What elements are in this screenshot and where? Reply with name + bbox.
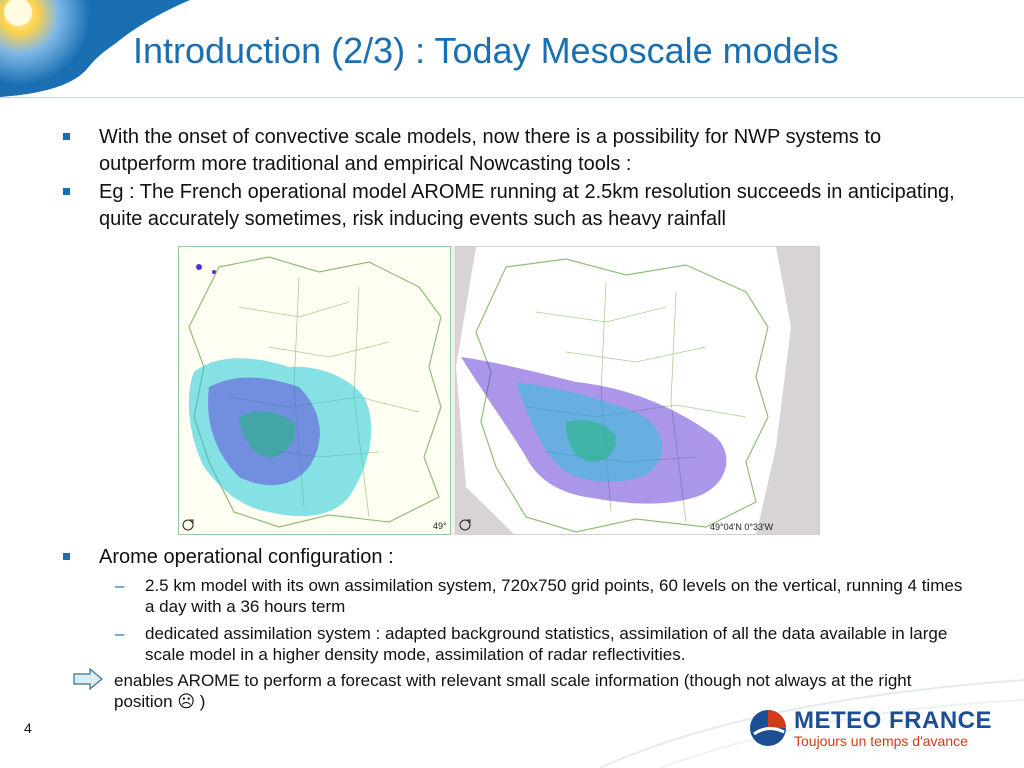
map-observation-panel [455, 246, 820, 535]
rotate-icon[interactable] [458, 518, 472, 532]
sub-bullet-text: dedicated assimilation system : adapted background statistics, assimilation of all the data available in large scale model in a higher density mode, assimilation of radar reflectivities. [145, 624, 948, 664]
meteo-france-logo [746, 703, 998, 753]
map-forecast-panel [178, 246, 451, 535]
dash-marker: – [115, 576, 125, 595]
bullet-marker [63, 553, 70, 560]
logo-tagline: Toujours un temps d'avance [794, 733, 968, 749]
map-coordinate-label: 49° [433, 521, 447, 531]
arrow-right-icon [72, 667, 104, 691]
bullet-item [99, 124, 979, 178]
rainfall-maps [178, 246, 820, 535]
bullet-text: Eg : The French operational model AROME running at 2.5km resolution succeeds in anticipating, quite accurately sometimes, risk inducing events such as heavy rainfall [99, 181, 955, 230]
bullet-marker [63, 188, 70, 195]
title-divider [0, 97, 1024, 98]
bullet-text: With the onset of convective scale models, now there is a possibility for NWP systems to outperform more traditional and empirical Nowcasting tools : [99, 126, 882, 175]
logo-emblem-icon [748, 706, 788, 750]
bullet-item [99, 179, 979, 233]
bullet-item [99, 544, 979, 571]
bullet-text: Arome operational configuration : [99, 546, 394, 568]
page-number: 4 [24, 720, 32, 736]
sub-bullet-text: 2.5 km model with its own assimilation system, 720x750 grid points, 60 levels on the vertical, running 4 times a day with a 36 hours term [145, 576, 963, 616]
map-coordinate-label: 49°04'N 0°33'W [710, 522, 774, 532]
dash-marker: – [115, 624, 125, 643]
france-map-right [456, 247, 820, 535]
sub-bullet-item [115, 575, 975, 617]
bullet-marker [63, 133, 70, 140]
sub-bullet-item [115, 623, 975, 665]
rotate-icon[interactable] [181, 518, 195, 532]
logo-name: METEO FRANCE [794, 707, 992, 734]
conclusion-text: enables AROME to perform a forecast with relevant small scale information (though not always at the right position ☹ ) [114, 671, 912, 711]
slide-title: Introduction (2/3) : Today Mesoscale models [133, 30, 839, 71]
france-map-left [179, 247, 451, 535]
